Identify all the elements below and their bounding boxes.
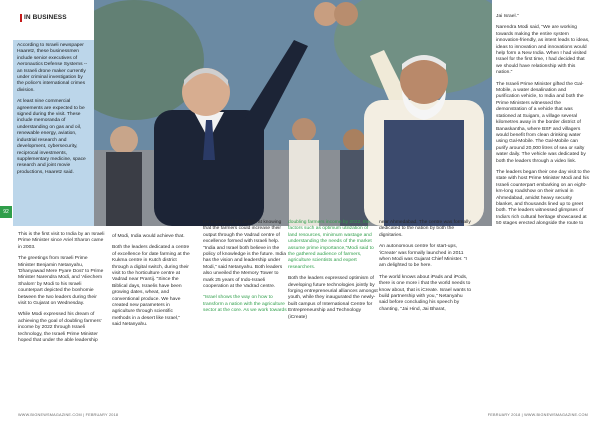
- leaders-photo: [94, 0, 492, 226]
- section-label: IN BUSINESS: [24, 14, 67, 21]
- article-column-2: [112, 234, 190, 334]
- sidebar-paragraph: At least nine commercial agreements are expected to be signed during the visit. These include memoranda of understanding on gas and oil, renewable energy, aviation, industrial research and development, cybersecurity, reciprocal investments, supplementary medicine, space research and joint movie productions, Haaretz said.: [17, 99, 86, 175]
- article-paragraph: near Ahmedabad. The centre was formally dedicated to the nation by both the dignitaries.: [379, 220, 471, 238]
- article-paragraph: The world knows about iPads and iPods, there is one more i that the world needs to know about, that is iCreate. Israel wants to build partnership with you," Netanyahu said before concluding his speech by chanting, "Jai Hind, Jai Bharat,: [379, 274, 472, 312]
- article-paragraph: While Modi expressed his dream of achieving the goal of doubling farmers' income by 2022 through Israeli technology, the Israeli Prime Minister hoped that under the able leadership: [18, 312, 102, 344]
- article-column-5: [379, 220, 472, 318]
- footer-left: WWW.BIGNEWSMAGAZINE.COM | FEBRUARY 2018: [18, 413, 119, 417]
- article-paragraph: Jai Israel.": [496, 14, 519, 19]
- article-paragraph: Both the leaders dedicated a centre of excellence for date farming at the Kukma centre in Kutch district through a digital switch, during their visit to the horticulture centre at Vadrad near Prantij. "Since the Biblical days, Israelis have been growing dates, wheat, and conventional produce. We have created new parameters in agriculture through scientific methods in a desert like Israel," said Netanyahu.: [112, 245, 190, 328]
- article-paragraph: He expressed his delight at knowing that the farmers could increase their output through the Vadrad centre of excellence formed with Israeli help. "India and Israel both believe in the policy of knowledge is the future. India has the vision and leadership under Modi," said Netanyahu. Both leaders also unveiled the Memory Tower to mark 25 years of Indo-Israeli cooperation at the Vadrad centre.: [203, 220, 286, 290]
- pull-quote: "Israel shows the way on how to transform a nation with the agriculture sector at the core. As we work towards: [203, 295, 287, 314]
- pull-quote-continued: doubling farmers income by 2022, the factors such as optimum utilization of land resources, minimum wastage and understanding the needs of the market assume prime importance,"Modi said to the gathered audience of farmers, agriculture scientists and expert researchers.: [288, 220, 374, 270]
- section-accent-bar: [20, 14, 22, 22]
- sidebar-box: [13, 40, 94, 226]
- article-paragraph: The greetings from Israeli Prime Minister Benjamin Netanyahu, 'Dhanyawad Mere Pyare Dost' to Prime Minister Narendra Modi, and 'Aliechem Shalom' by Modi to his Israeli counterpart depicted the bonhomie between the two leaders during their visit to Gujarat on Wednesday.: [18, 256, 104, 307]
- sidebar-paragraph: According to Israeli newspaper Haaretz, these businessmen include senior executives of Aeronautics Defense Systems -- an Israeli drone maker currently under criminal investigation by the police's international crimes division.: [17, 43, 88, 93]
- article-column-3: [203, 220, 289, 320]
- article-paragraph: An autonomous centre for start-ups, 'iCreate' was formally launched in 2011 when Modi was Gujarat Chief Minister. "I am delighted to be here.: [379, 244, 467, 269]
- article-paragraph: Both the leaders expressed optimism of developing future technologies jointly by forging entrepreneurial alliances amongst youth, while they inaugurated the newly-built campus of International Centre for Entrepreneurship and Technology (iCreate): [288, 276, 378, 320]
- article-paragraph: The Israeli Prime Minister gifted the Gal-Mobile, a water desalination and purification vehicle, to India and both the Prime Ministers witnessed the demonstration of a vehicle that was stationed at Suigam, a village several kilometres away in the border district of Banaskantha, where BSF and villagers would benefit from clean drinking water using Gal-Mobile. The Gal-Mobile can purify around 20,000 litres of sea or salty water daily. The vehicle was dedicated by both the leaders through a video link.: [496, 81, 586, 164]
- article-paragraph: This is the first visit to India by an Israeli Prime Minister since Ariel Sharon came in 2003.: [18, 232, 105, 250]
- article-paragraph: The leaders began their one day visit to the state with host Prime Minister Modi and his Israeli counterpart embarking on an eight-km-long roadshow on their arrival in Ahmedabad, amidst heavy security blanket, and thousands lined up to greet both. The leaders witnessed glimpses of India's rich cultural heritage showcased at 50 stages erected alongside the route to: [496, 169, 590, 227]
- article-paragraph: of Modi, India would achieve that.: [112, 234, 185, 239]
- article-column-6: [496, 14, 590, 233]
- footer-right: FEBRUARY 2018 | WWW.BIGNEWSMAGAZINE.COM: [487, 413, 588, 417]
- leaders-photo-illustration: [94, 0, 492, 226]
- article-column-4: [288, 220, 378, 326]
- article-paragraph: Narendra Modi said, "We are working towards making the entire system innovation-friendly, as intent leads to ideas, ideas to innovation and innovations would help form a New India. When I had visited Israel for the first time, I had decided that we should have relationship with this nation.": [496, 25, 590, 76]
- page-number: 92: [0, 206, 12, 218]
- article-column-1: [18, 232, 106, 350]
